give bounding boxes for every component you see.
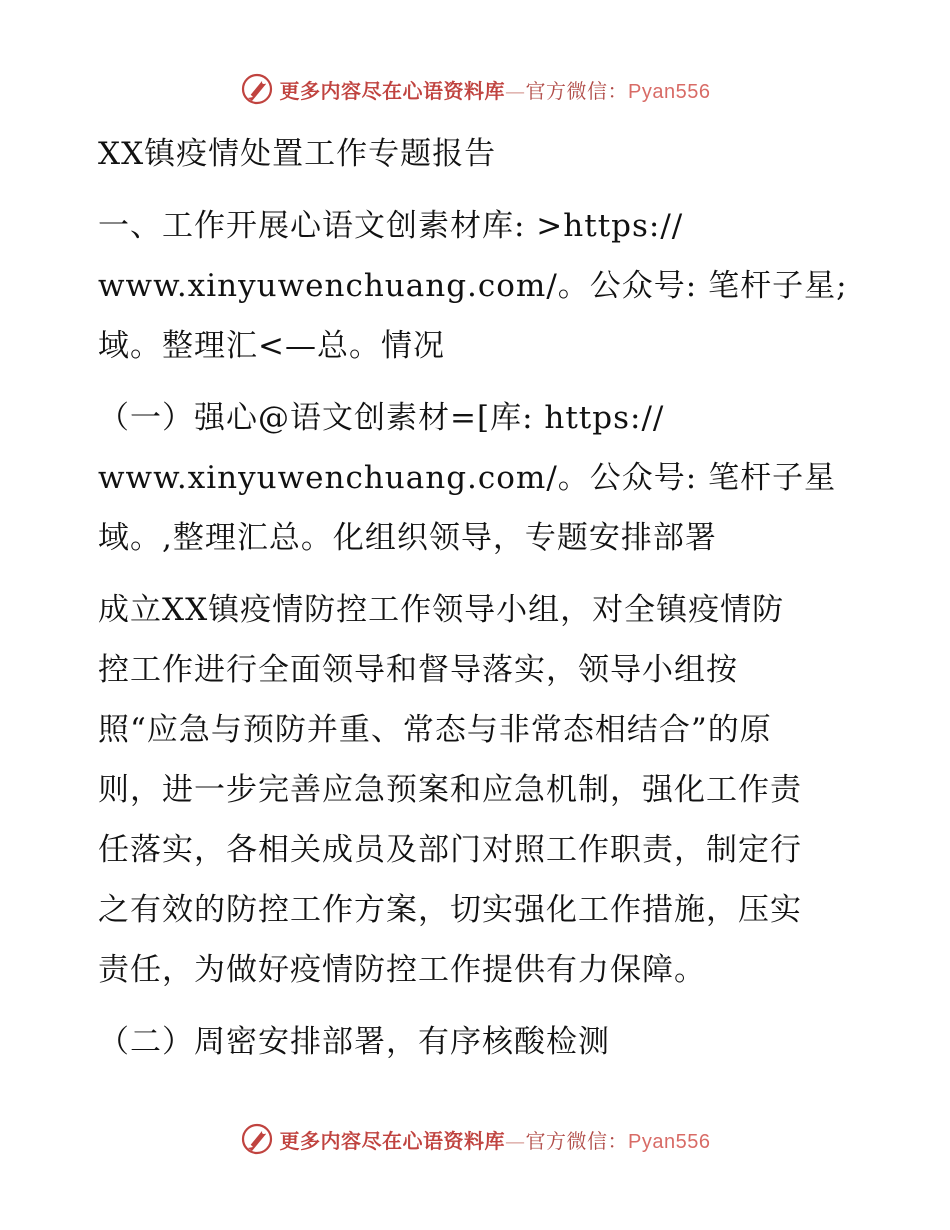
section2-line-2: www.xinyuwenchuang.com/。公众号: 笔杆子星: [98, 460, 837, 496]
paragraph-line-4: 则，进一步完善应急预案和应急机制，强化工作责: [98, 772, 802, 808]
document-title: XX镇疫情处置工作专题报告: [98, 136, 497, 172]
header-brand: [240, 72, 711, 106]
pen-logo-icon: [240, 1122, 274, 1156]
document-body: [98, 124, 858, 1072]
section2-line-3: 域。,整理汇总。化组织领导，专题安排部署: [98, 520, 717, 556]
footer-brand-main: 更多内容尽在心语资料库: [279, 1128, 506, 1153]
footer-brand: [240, 1122, 711, 1156]
page-footer: [0, 1122, 950, 1156]
paragraph-line-3: 照“应急与预防并重、常态与非常态相结合”的原: [98, 712, 772, 748]
header-brand-dash: —: [505, 78, 526, 103]
footer-brand-dash: —: [505, 1128, 526, 1153]
footer-brand-id: Pyan556: [628, 1130, 711, 1153]
section2-line-1: （一）强心@语文创素材=[库: https://: [98, 400, 665, 436]
footer-brand-text: [280, 1125, 711, 1154]
paragraph-line-5: 任落实，各相关成员及部门对照工作职责，制定行: [98, 832, 802, 868]
header-brand-main: 更多内容尽在心语资料库: [279, 78, 506, 103]
header-brand-text: [280, 75, 711, 104]
section1-line-2: www.xinyuwenchuang.com/。公众号: 笔杆子星;: [98, 268, 848, 304]
section1-line-3: 域。整理汇<—总。情况: [98, 328, 445, 364]
footer-brand-sub: 官方微信：: [525, 1128, 629, 1153]
header-brand-id: Pyan556: [628, 80, 711, 103]
pen-logo-icon: [240, 72, 274, 106]
subheading-2: （二）周密安排部署，有序核酸检测: [98, 1024, 610, 1060]
section1-line-1: 一、工作开展心语文创素材库: >https://: [98, 208, 684, 244]
page-header: [0, 72, 950, 106]
paragraph-line-7: 责任，为做好疫情防控工作提供有力保障。: [98, 952, 706, 988]
header-brand-sub: 官方微信：: [525, 78, 629, 103]
paragraph-line-6: 之有效的防控工作方案，切实强化工作措施，压实: [98, 892, 802, 928]
paragraph-line-2: 控工作进行全面领导和督导落实，领导小组按: [98, 652, 738, 688]
paragraph-line-1: 成立XX镇疫情防控工作领导小组，对全镇疫情防: [98, 592, 785, 628]
